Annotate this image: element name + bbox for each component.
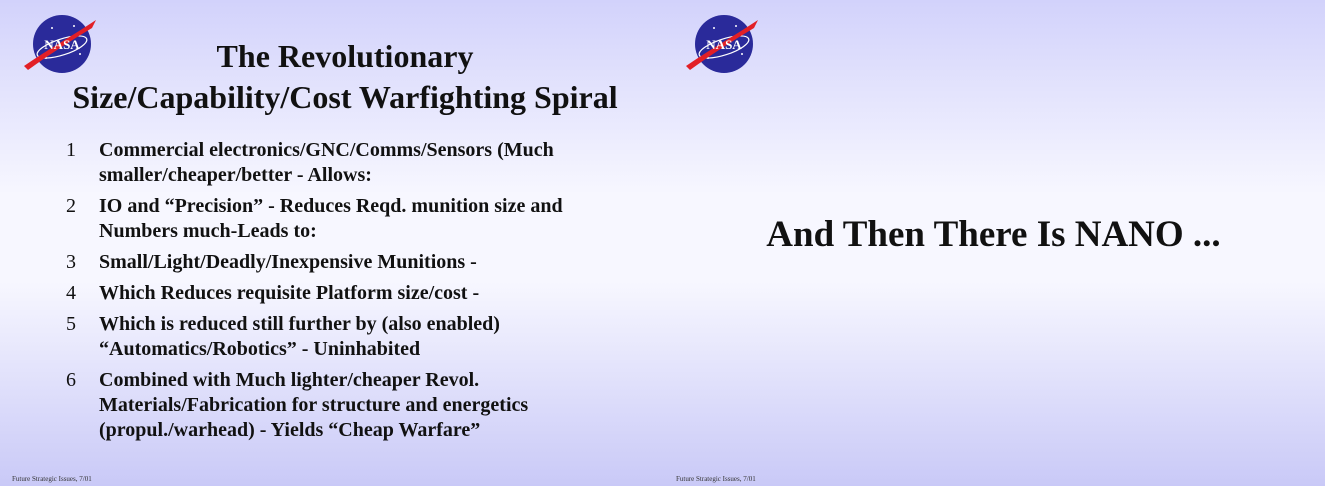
item-number: 4	[66, 282, 76, 304]
item-text: IO and “Precision” - Reduces Reqd. munition size and Numbers much-Leads to:	[99, 195, 563, 242]
list-item	[66, 312, 641, 362]
slide-footer: Future Strategic Issues, 7/01	[12, 475, 92, 483]
nasa-logo-icon	[684, 14, 760, 74]
item-number: 6	[66, 369, 76, 391]
item-number: 2	[66, 195, 76, 217]
title-line-2: Size/Capability/Cost Warfighting Spiral	[72, 79, 618, 115]
list-item	[66, 281, 641, 306]
list-item	[66, 194, 641, 244]
item-number: 1	[66, 139, 76, 161]
item-text: Which is reduced still further by (also enabled) “Automatics/Robotics” - Uninhabited	[99, 313, 500, 360]
slide-right	[662, 0, 1325, 486]
item-text: Small/Light/Deadly/Inexpensive Munitions -	[99, 251, 477, 273]
slide-heading: And Then There Is NANO ...	[766, 214, 1221, 255]
svg-text:NASA: NASA	[44, 37, 80, 52]
item-text: Combined with Much lighter/cheaper Revol. Materials/Fabrication for structure and energetics (propul./warhead) - Yields “Cheap Warfare”	[99, 369, 529, 441]
svg-text:NASA: NASA	[706, 37, 742, 52]
title-line-1: The Revolutionary	[216, 38, 474, 74]
slide-footer: Future Strategic Issues, 7/01	[676, 475, 756, 483]
item-number: 3	[66, 251, 76, 273]
item-text: Which Reduces requisite Platform size/cost -	[99, 282, 480, 304]
slide-left	[0, 0, 662, 486]
slide-title	[20, 36, 662, 118]
item-text: Commercial electronics/GNC/Comms/Sensors (Much smaller/cheaper/better - Allows:	[99, 139, 554, 186]
numbered-list	[66, 138, 641, 449]
list-item	[66, 138, 641, 188]
item-number: 5	[66, 313, 76, 335]
list-item	[66, 250, 641, 275]
list-item	[66, 368, 641, 443]
